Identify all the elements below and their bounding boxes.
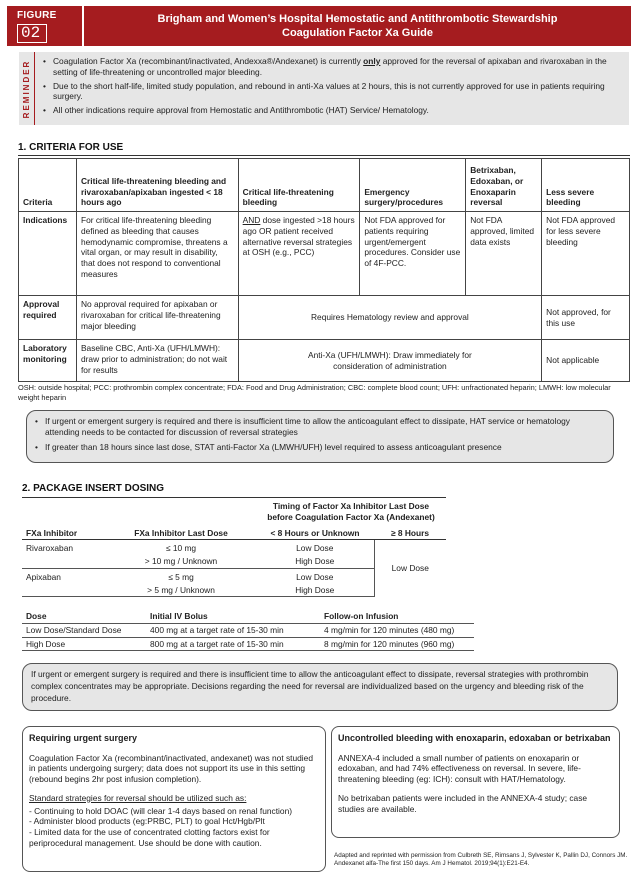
page-title bbox=[82, 6, 631, 46]
reminder-side-label: REMINDER bbox=[19, 52, 35, 125]
criteria-header: Betrixaban, Edoxaban, or Enoxaparin reversal bbox=[466, 159, 542, 212]
bolus-table bbox=[22, 610, 474, 651]
timing-header-row bbox=[22, 500, 446, 527]
note-item: • If urgent or emergent surgery is required and there is insufficient time to allow the anticoagulant effect to dissipate, HAT service or hematology attending needs to be contacted for discussion of reversal strategies bbox=[35, 416, 605, 438]
table-cell: High Dose bbox=[26, 638, 66, 649]
criteria-header: Critical life-threatening bleeding bbox=[238, 159, 360, 212]
column-header: ≥ 8 Hours bbox=[374, 527, 446, 540]
table-row bbox=[19, 340, 630, 382]
box-paragraph: ANNEXA-4 included a small number of patients on enoxaparin or edoxaban, and had 74% effectiveness on reversal. In severe, life-threatening bleeding (eg: ICH): consult with HAT/Hematology. bbox=[338, 752, 581, 785]
table-cell: 8 mg/min for 120 minutes (960 mg) bbox=[324, 638, 455, 649]
table-cell: AND dose ingested >18 hours ago OR patient received alternative reversal strategies at OSH (e.g., PCC) bbox=[238, 212, 360, 296]
pcc-note-text: If urgent or emergent surgery is required and there is insufficient time to allow the anticoagulant effect to dissipate, reversal strategies with prothrombin complex concentrates may be appropriate. Decisions regarding the need for reversal are individualized based on the urgency and bleeding risk of the procedure. bbox=[31, 669, 589, 704]
table-cell: Not approved, for this use bbox=[542, 296, 630, 340]
drug-name: Rivaroxaban bbox=[26, 543, 74, 554]
urgent-surgery-box bbox=[22, 726, 326, 872]
note-item: • If greater than 18 hours since last dose, STAT anti-Factor Xa (LMWH/UFH) level required to assess anticoagulant presence bbox=[35, 442, 605, 453]
box-title: Requiring urgent surgery bbox=[29, 733, 138, 743]
table-cell-merged: Anti-Xa (UFH/LMWH): Draw immediately for consideration of administration bbox=[238, 340, 541, 382]
ge8-hours-value: Low Dose bbox=[374, 540, 446, 597]
drug-name: Apixaban bbox=[26, 571, 61, 582]
column-header: Initial IV Bolus bbox=[150, 611, 208, 621]
criteria-header: Critical life-threatening bleeding and rivaroxaban/apixaban ingested < 18 hours ago bbox=[76, 159, 238, 212]
table-cell: High Dose bbox=[256, 555, 374, 568]
timing-header: Timing of Factor Xa Inhibitor Last Dose before Coagulation Factor Xa (Andexanet) bbox=[267, 501, 435, 522]
table-cell: > 5 mg / Unknown bbox=[106, 584, 256, 597]
figure-badge bbox=[7, 6, 82, 46]
reminder-box bbox=[19, 52, 629, 125]
strategy-item: - Continuing to hold DOAC (will clear 1-4 days based on renal function) bbox=[29, 805, 293, 816]
table-cell: Not FDA approved for less severe bleeding bbox=[542, 212, 630, 296]
table-row bbox=[22, 540, 446, 555]
bolus-header-row bbox=[22, 610, 474, 623]
column-header: < 8 Hours or Unknown bbox=[256, 527, 374, 540]
table-cell: Baseline CBC, Anti-Xa (UFH/LMWH): draw prior to administration; do not wait for results bbox=[76, 340, 238, 382]
table-cell: Not FDA approved for patients requiring urgent/emergent procedures. Consider use of 4F-PCC. bbox=[360, 212, 466, 296]
table-cell: 400 mg at a target rate of 15-30 min bbox=[150, 624, 284, 635]
criteria-header: Less severe bleeding bbox=[542, 159, 630, 212]
table-cell: Low Dose bbox=[296, 571, 334, 582]
criteria-header-row bbox=[19, 159, 630, 212]
table-cell: For critical life-threatening bleeding defined as bleeding that causes hemodynamic compromise, threatens a vital organ, or may result in disability, that does not respond to conventional measures bbox=[76, 212, 238, 296]
box-paragraph: Coagulation Factor Xa (recombinant/inactivated, andexanet) was not studied in patients undergoing surgery; data does not support its use in this setting (rebound begins 2hr post infusion completion). bbox=[29, 752, 313, 785]
reminder-item: • All other indications require approval from Hemostatic and Antithrombotic (HAT) Service/ Hematology. bbox=[43, 105, 623, 116]
strategy-item: - Limited data for the use of concentrated clotting factors exist for periprocedural management. Use should be done with caution. bbox=[29, 827, 270, 848]
reminder-item: • Coagulation Factor Xa (recombinant/inactivated, Andexxa®/Andexanet) is currently only approved for the reversal of apixaban and rivaroxaban in the setting of life-threatening or uncontrolled major bleeding. bbox=[43, 56, 623, 78]
table-cell: High Dose bbox=[256, 584, 374, 597]
section-rule bbox=[18, 155, 630, 156]
table-cell: Low Dose/Standard Dose bbox=[26, 624, 122, 635]
table-row bbox=[22, 623, 474, 637]
reminder-list bbox=[43, 56, 623, 119]
surgery-note-box bbox=[26, 410, 614, 463]
page-header bbox=[7, 6, 631, 46]
citation: Adapted and reprinted with permission from Culbreth SE, Rimsans J, Sylvester K, Pallin DJ, Connors JM. Andexanet alfa-The first 150 days. Am J Hematol. 2019;94(1):E21-E4. bbox=[334, 852, 628, 868]
box-title: Uncontrolled bleeding with enoxaparin, edoxaban or betrixaban bbox=[338, 733, 611, 743]
table-cell: 800 mg at a target rate of 15-30 min bbox=[150, 638, 284, 649]
reminder-item: • Due to the short half-life, limited study population, and rebound in anti-Xa values at 2 hours, this is not currently approved for use in patients requiring surgery. bbox=[43, 81, 623, 103]
table-cell: 4 mg/min for 120 minutes (480 mg) bbox=[324, 624, 455, 635]
dosing-table bbox=[22, 500, 446, 597]
dosing-section-title: 2. PACKAGE INSERT DOSING bbox=[22, 483, 165, 494]
criteria-section-title: 1. CRITERIA FOR USE bbox=[18, 142, 124, 153]
abbreviations-note: OSH: outside hospital; PCC: prothrombin complex concentrate; FDA: Food and Drug Administration; CBC: complete blood count; UFH: unfractionated heparin; LMWH: low molecular weight heparin bbox=[18, 383, 611, 402]
row-label: Approval required bbox=[19, 296, 77, 340]
row-label: Laboratory monitoring bbox=[19, 340, 77, 382]
criteria-header: Criteria bbox=[19, 159, 77, 212]
row-label: Indications bbox=[19, 212, 77, 296]
figure-number: 02 bbox=[17, 24, 47, 43]
criteria-table bbox=[18, 158, 630, 382]
table-cell-merged: Requires Hematology review and approval bbox=[238, 296, 541, 340]
dosing-header-row bbox=[22, 527, 446, 540]
table-row bbox=[19, 212, 630, 296]
pcc-note-box bbox=[22, 663, 618, 711]
uncontrolled-bleeding-box bbox=[331, 726, 620, 838]
strategies-heading: Standard strategies for reversal should be utilized such as: bbox=[29, 792, 247, 803]
table-cell: Low Dose bbox=[296, 543, 334, 554]
table-cell: > 10 mg / Unknown bbox=[106, 555, 256, 568]
strategy-item: - Administer blood products (eg:PRBC, PLT) to goal Hct/Hgb/Plt bbox=[29, 816, 265, 827]
table-row bbox=[19, 296, 630, 340]
column-header: FXa Inhibitor Last Dose bbox=[106, 527, 256, 540]
title-line-2: Coagulation Factor Xa Guide bbox=[282, 27, 433, 39]
title-line-1: Brigham and Women’s Hospital Hemostatic and Antithrombotic Stewardship bbox=[157, 13, 558, 25]
table-cell: Not applicable bbox=[542, 340, 630, 382]
section-rule bbox=[22, 497, 446, 498]
figure-label: FIGURE bbox=[17, 10, 57, 21]
criteria-header: Emergency surgery/procedures bbox=[360, 159, 466, 212]
table-row bbox=[22, 637, 474, 651]
column-header: FXa Inhibitor bbox=[22, 527, 106, 540]
column-header: Follow-on Infusion bbox=[324, 611, 399, 621]
table-cell: ≤ 5 mg bbox=[168, 571, 194, 582]
column-header: Dose bbox=[26, 611, 47, 621]
table-cell: No approval required for apixaban or rivaroxaban for critical life-threatening major bleeding bbox=[76, 296, 238, 340]
table-cell: Not FDA approved, limited data exists bbox=[466, 212, 542, 296]
box-paragraph: No betrixaban patients were included in the ANNEXA-4 study; case studies are available. bbox=[338, 792, 588, 814]
table-cell: ≤ 10 mg bbox=[165, 543, 197, 554]
